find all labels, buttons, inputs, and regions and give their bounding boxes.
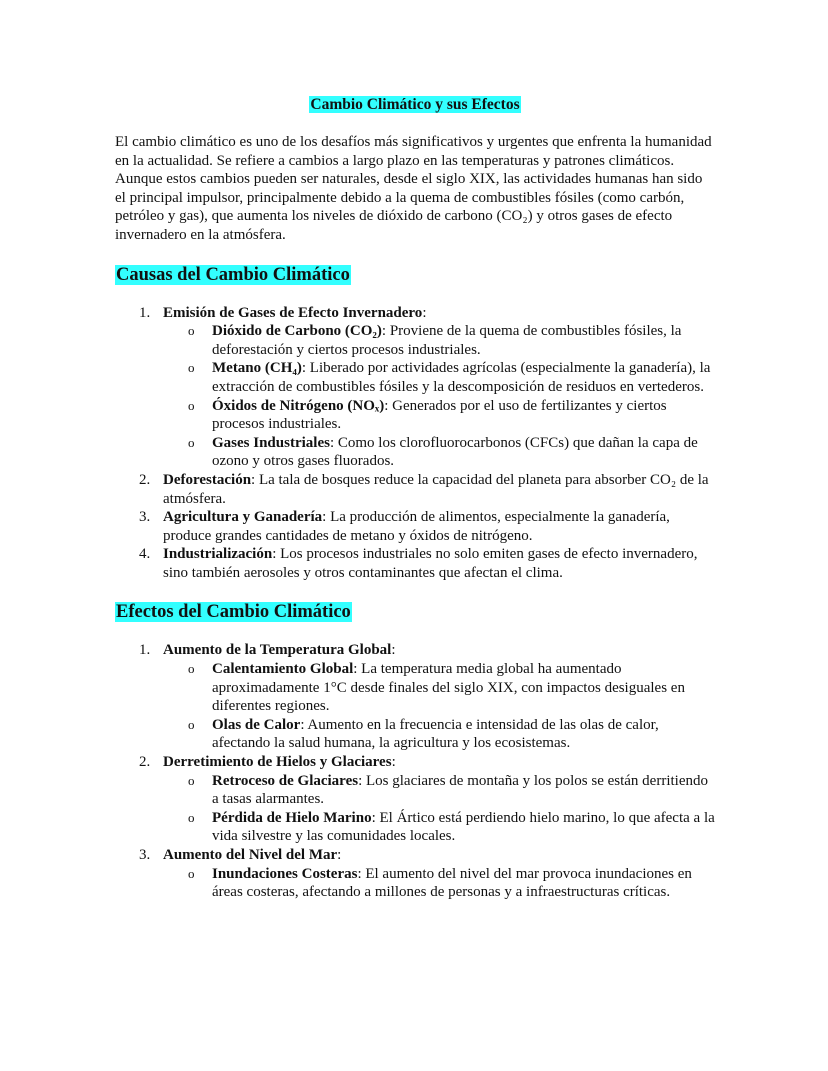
sub-item-term: Metano (CH₄) xyxy=(212,360,302,377)
sub-list-item xyxy=(163,772,715,809)
sub-list xyxy=(163,660,715,753)
sub-item-text: : Generados por el uso de fertilizantes y ciertos procesos industriales. xyxy=(212,397,667,433)
list-number: 1. xyxy=(139,642,151,659)
sub-list-item xyxy=(163,660,715,716)
list-number: 3. xyxy=(139,509,151,526)
list-item-text: : xyxy=(391,754,396,771)
effects-list xyxy=(115,641,715,901)
circle-bullet-icon: o xyxy=(188,323,195,339)
causes-list xyxy=(115,304,715,583)
list-item-term: Industrialización xyxy=(163,546,273,563)
sub-item-text: : El aumento del nivel del mar provoca inundaciones en áreas costeras, afectando a millones de personas y a infraestructuras críticas. xyxy=(212,865,692,901)
list-item-text: : xyxy=(391,642,396,659)
circle-bullet-icon: o xyxy=(188,661,195,677)
list-item-term: Deforestación xyxy=(163,471,252,488)
causes-heading-text: Causas del Cambio Climático xyxy=(116,264,350,285)
list-item-term: Emisión de Gases de Efecto Invernadero xyxy=(163,304,423,321)
sub-item-term: Dióxido de Carbono (CO₂) xyxy=(212,323,382,340)
circle-bullet-icon: o xyxy=(188,716,195,732)
list-number: 2. xyxy=(139,471,151,488)
sub-item-term: Calentamiento Global xyxy=(212,661,354,678)
list-item xyxy=(115,641,715,753)
sub-list-item xyxy=(163,397,715,434)
sub-item-text: : Aumento en la frecuencia e intensidad de las olas de calor, afectando la salud humana, la agricultura y los ecosistemas. xyxy=(212,716,659,752)
sub-list-item xyxy=(163,434,715,471)
list-item-text: : xyxy=(337,847,342,863)
list-item xyxy=(115,545,715,582)
sub-item-text: : La temperatura media global ha aumentado aproximadamente 1°C desde finales del siglo XIX, con impactos desiguales en diferentes regiones. xyxy=(212,661,685,715)
sub-item-text: : Proviene de la quema de combustibles fósiles, la deforestación y ciertos procesos industriales. xyxy=(212,323,682,358)
effects-heading-text: Efectos del Cambio Climático xyxy=(116,602,351,623)
list-item-content xyxy=(163,642,396,658)
sub-list-item xyxy=(163,359,715,396)
list-item-content xyxy=(163,509,670,544)
list-item xyxy=(115,508,715,545)
sub-list-item xyxy=(163,716,715,753)
sub-item-text: : Como los clorofluorocarbonos (CFCs) que dañan la capa de ozono y otros gases fluorados. xyxy=(212,434,698,470)
circle-bullet-icon: o xyxy=(188,809,195,825)
intro-paragraph: El cambio climático es uno de los desafíos más significativos y urgentes que enfrenta la humanidad en la actualidad. Se refiere a cambios a largo plazo en las temperaturas y patrones climáticos. Aunque estos cambios pueden ser naturales, desde el siglo XIX, las actividades humanas han sido el principal impulsor, principalmente debido a la quema de combustibles fósiles (como carbón, petróleo y gas), que aumenta los niveles de dióxido de carbono (CO₂) y otros gases de efecto invernadero en la atmósfera. xyxy=(115,134,712,243)
circle-bullet-icon: o xyxy=(188,434,195,450)
sub-item-term: Pérdida de Hielo Marino xyxy=(212,809,372,826)
circle-bullet-icon: o xyxy=(188,772,195,788)
effects-heading xyxy=(115,600,715,624)
sub-item-term: Gases Industriales xyxy=(212,434,330,451)
list-item xyxy=(115,304,715,471)
document-title xyxy=(115,95,715,115)
list-number: 2. xyxy=(139,754,151,771)
sub-list xyxy=(163,772,715,846)
list-item-content xyxy=(163,754,396,770)
list-number: 4. xyxy=(139,546,151,563)
causes-heading xyxy=(115,263,715,287)
sub-list-item xyxy=(163,865,715,902)
list-item-term: Agricultura y Ganadería xyxy=(163,509,323,526)
list-item-text: : La producción de alimentos, especialmente la ganadería, produce grandes cantidades de metano y óxidos de nitrógeno. xyxy=(163,509,670,544)
sub-list xyxy=(163,865,715,902)
sub-item-term: Olas de Calor xyxy=(212,716,301,733)
sub-list-item xyxy=(163,809,715,846)
document-page xyxy=(115,95,715,902)
list-item-term: Aumento del Nivel del Mar xyxy=(163,847,338,863)
list-item-content xyxy=(163,472,709,507)
sub-item-text: : El Ártico está perdiendo hielo marino, lo que afecta a la vida silvestre y las comunidades locales. xyxy=(212,809,715,845)
list-item-text: : La tala de bosques reduce la capacidad del planeta para absorber CO₂ de la atmósfera. xyxy=(163,471,709,507)
list-number: 1. xyxy=(139,304,151,321)
list-item xyxy=(115,753,715,846)
circle-bullet-icon: o xyxy=(188,397,195,413)
document-title-text: Cambio Climático y sus Efectos xyxy=(310,96,520,113)
sub-item-text: : Los glaciares de montaña y los polos se están derritiendo a tasas alarmantes. xyxy=(212,772,708,808)
sub-item-term: Retroceso de Glaciares xyxy=(212,772,359,789)
sub-item-term: Inundaciones Costeras xyxy=(212,865,358,882)
circle-bullet-icon: o xyxy=(188,865,195,881)
sub-list-item xyxy=(163,322,715,359)
list-item-content xyxy=(163,305,426,321)
list-item xyxy=(115,846,715,902)
list-item-text: : xyxy=(422,304,427,321)
list-item-content xyxy=(163,847,341,863)
sub-item-text: : Liberado por actividades agrícolas (especialmente la ganadería), la extracción de combustibles fósiles y la descomposición de residuos en vertederos. xyxy=(212,360,711,395)
list-item-term: Derretimiento de Hielos y Glaciares xyxy=(163,754,392,771)
list-item-term: Aumento de la Temperatura Global xyxy=(163,642,392,659)
sub-item-term: Óxidos de Nitrógeno (NOₓ) xyxy=(212,397,385,414)
sub-list xyxy=(163,322,715,471)
list-item-text: : Los procesos industriales no solo emiten gases de efecto invernadero, sino también aerosoles y otros contaminantes que afectan el clima. xyxy=(163,546,698,581)
list-item-content xyxy=(163,546,697,581)
list-number: 3. xyxy=(139,847,151,863)
list-item xyxy=(115,471,715,508)
circle-bullet-icon: o xyxy=(188,360,195,376)
